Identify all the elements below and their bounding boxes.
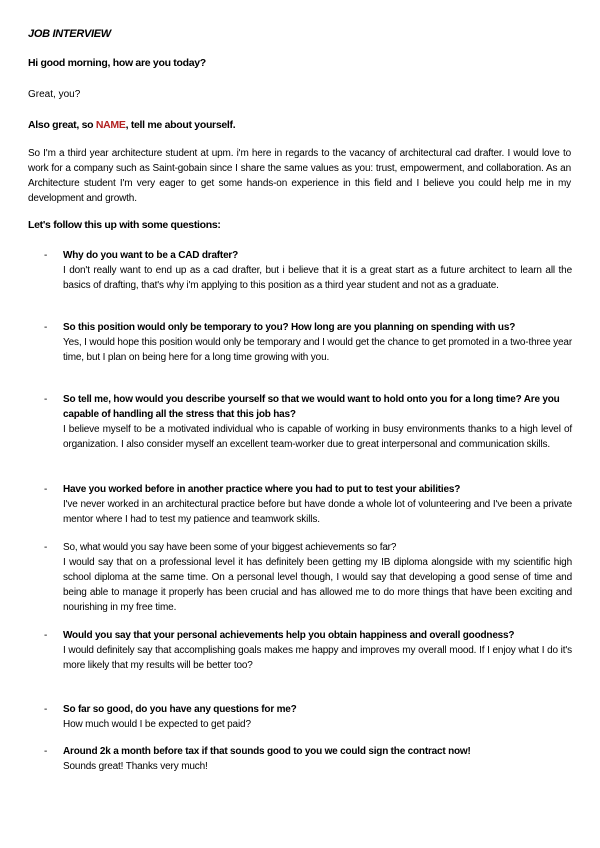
interview-question: Would you say that your personal achievements help you obtain happiness and overall goodness? xyxy=(63,630,515,641)
interview-answer: I don't really want to end up as a cad drafter, but i believe that it is a great start as a future architect to learn all the basics of drafting, that's why i'm applying to this position as a third year student and not as a graduate. xyxy=(63,265,572,291)
interview-question: So tell me, how would you describe yourself so that we would want to hold onto you for a long time? Are you capable of handling all the stress that this job has? xyxy=(63,394,560,420)
interview-answer: Yes, I would hope this position would only be temporary and I would get the chance to get promoted in a two-three year time, but I plan on being here for a long time growing with you. xyxy=(63,337,572,363)
bullet-dash: - xyxy=(44,322,48,333)
interview-answer: I would definitely say that accomplishing goals makes me happy and improves my overall mood. If I enjoy what I do it's more likely that my results will be better too? xyxy=(63,645,572,671)
qa-item xyxy=(44,540,572,615)
about-yourself-prompt xyxy=(28,118,235,132)
prompt-text-before: Also great, so xyxy=(28,119,96,131)
interview-question: So this position would only be temporary to you? How long are you planning on spending with us? xyxy=(63,322,516,333)
bullet-dash: - xyxy=(44,704,48,715)
qa-item xyxy=(44,482,572,527)
interview-question: Why do you want to be a CAD drafter? xyxy=(63,250,239,261)
qa-item xyxy=(44,320,572,365)
followup-heading: Let's follow this up with some questions: xyxy=(28,219,221,231)
interview-question: So far so good, do you have any questions for me? xyxy=(63,704,297,715)
name-placeholder: NAME xyxy=(95,119,126,131)
prompt-text-after: , tell me about yourself. xyxy=(125,119,236,131)
qa-item xyxy=(44,628,572,673)
interview-answer: I believe myself to be a motivated individual who is capable of working in busy environments thanks to a high level of organization. I also consider myself an excellent team-worker due to great interpersonal and communication skills. xyxy=(63,424,572,450)
document-title: JOB INTERVIEW xyxy=(28,28,111,40)
bullet-dash: - xyxy=(44,630,48,641)
qa-item xyxy=(44,702,572,732)
interview-question: So, what would you say have been some of your biggest achievements so far? xyxy=(63,542,397,553)
qa-item xyxy=(44,744,572,774)
greeting-question: Hi good morning, how are you today? xyxy=(28,57,206,69)
qa-item xyxy=(44,392,572,452)
greeting-reply: Great, you? xyxy=(28,89,81,100)
bullet-dash: - xyxy=(44,250,48,261)
qa-item xyxy=(44,248,572,293)
bullet-dash: - xyxy=(44,542,48,553)
bullet-dash: - xyxy=(44,746,48,757)
interview-answer: I would say that on a professional level it has definitely been getting my IB diploma alongside with my scientific high school diploma at the same time. On a personal level though, I would say that developing a good sense of time and being able to manage it properly has been crucial and has allowed me to do more things that have been exciting and nourishing in my free time. xyxy=(63,557,572,613)
interview-answer: Sounds great! Thanks very much! xyxy=(63,761,208,772)
bullet-dash: - xyxy=(44,394,48,405)
intro-paragraph: So I'm a third year architecture student at upm. i'm here in regards to the vacancy of architectural cad drafter. I would love to work for a company such as Saint-gobain since I share the same values as you: trust, empowerment, and collaboration. As an Architecture student I'm very eager to get some hands-on experience in this field and I believe you could help me in my development and growth. xyxy=(28,148,571,204)
interview-answer: I've never worked in an architectural practice before but have donde a whole lot of volunteering and I've been a private mentor where I had to test my patience and teamwork skills. xyxy=(63,499,572,525)
interview-question: Around 2k a month before tax if that sounds good to you we could sign the contract now! xyxy=(63,746,471,757)
bullet-dash: - xyxy=(44,484,48,495)
interview-question: Have you worked before in another practice where you had to put to test your abilities? xyxy=(63,484,461,495)
interview-answer: How much would I be expected to get paid? xyxy=(63,719,251,730)
